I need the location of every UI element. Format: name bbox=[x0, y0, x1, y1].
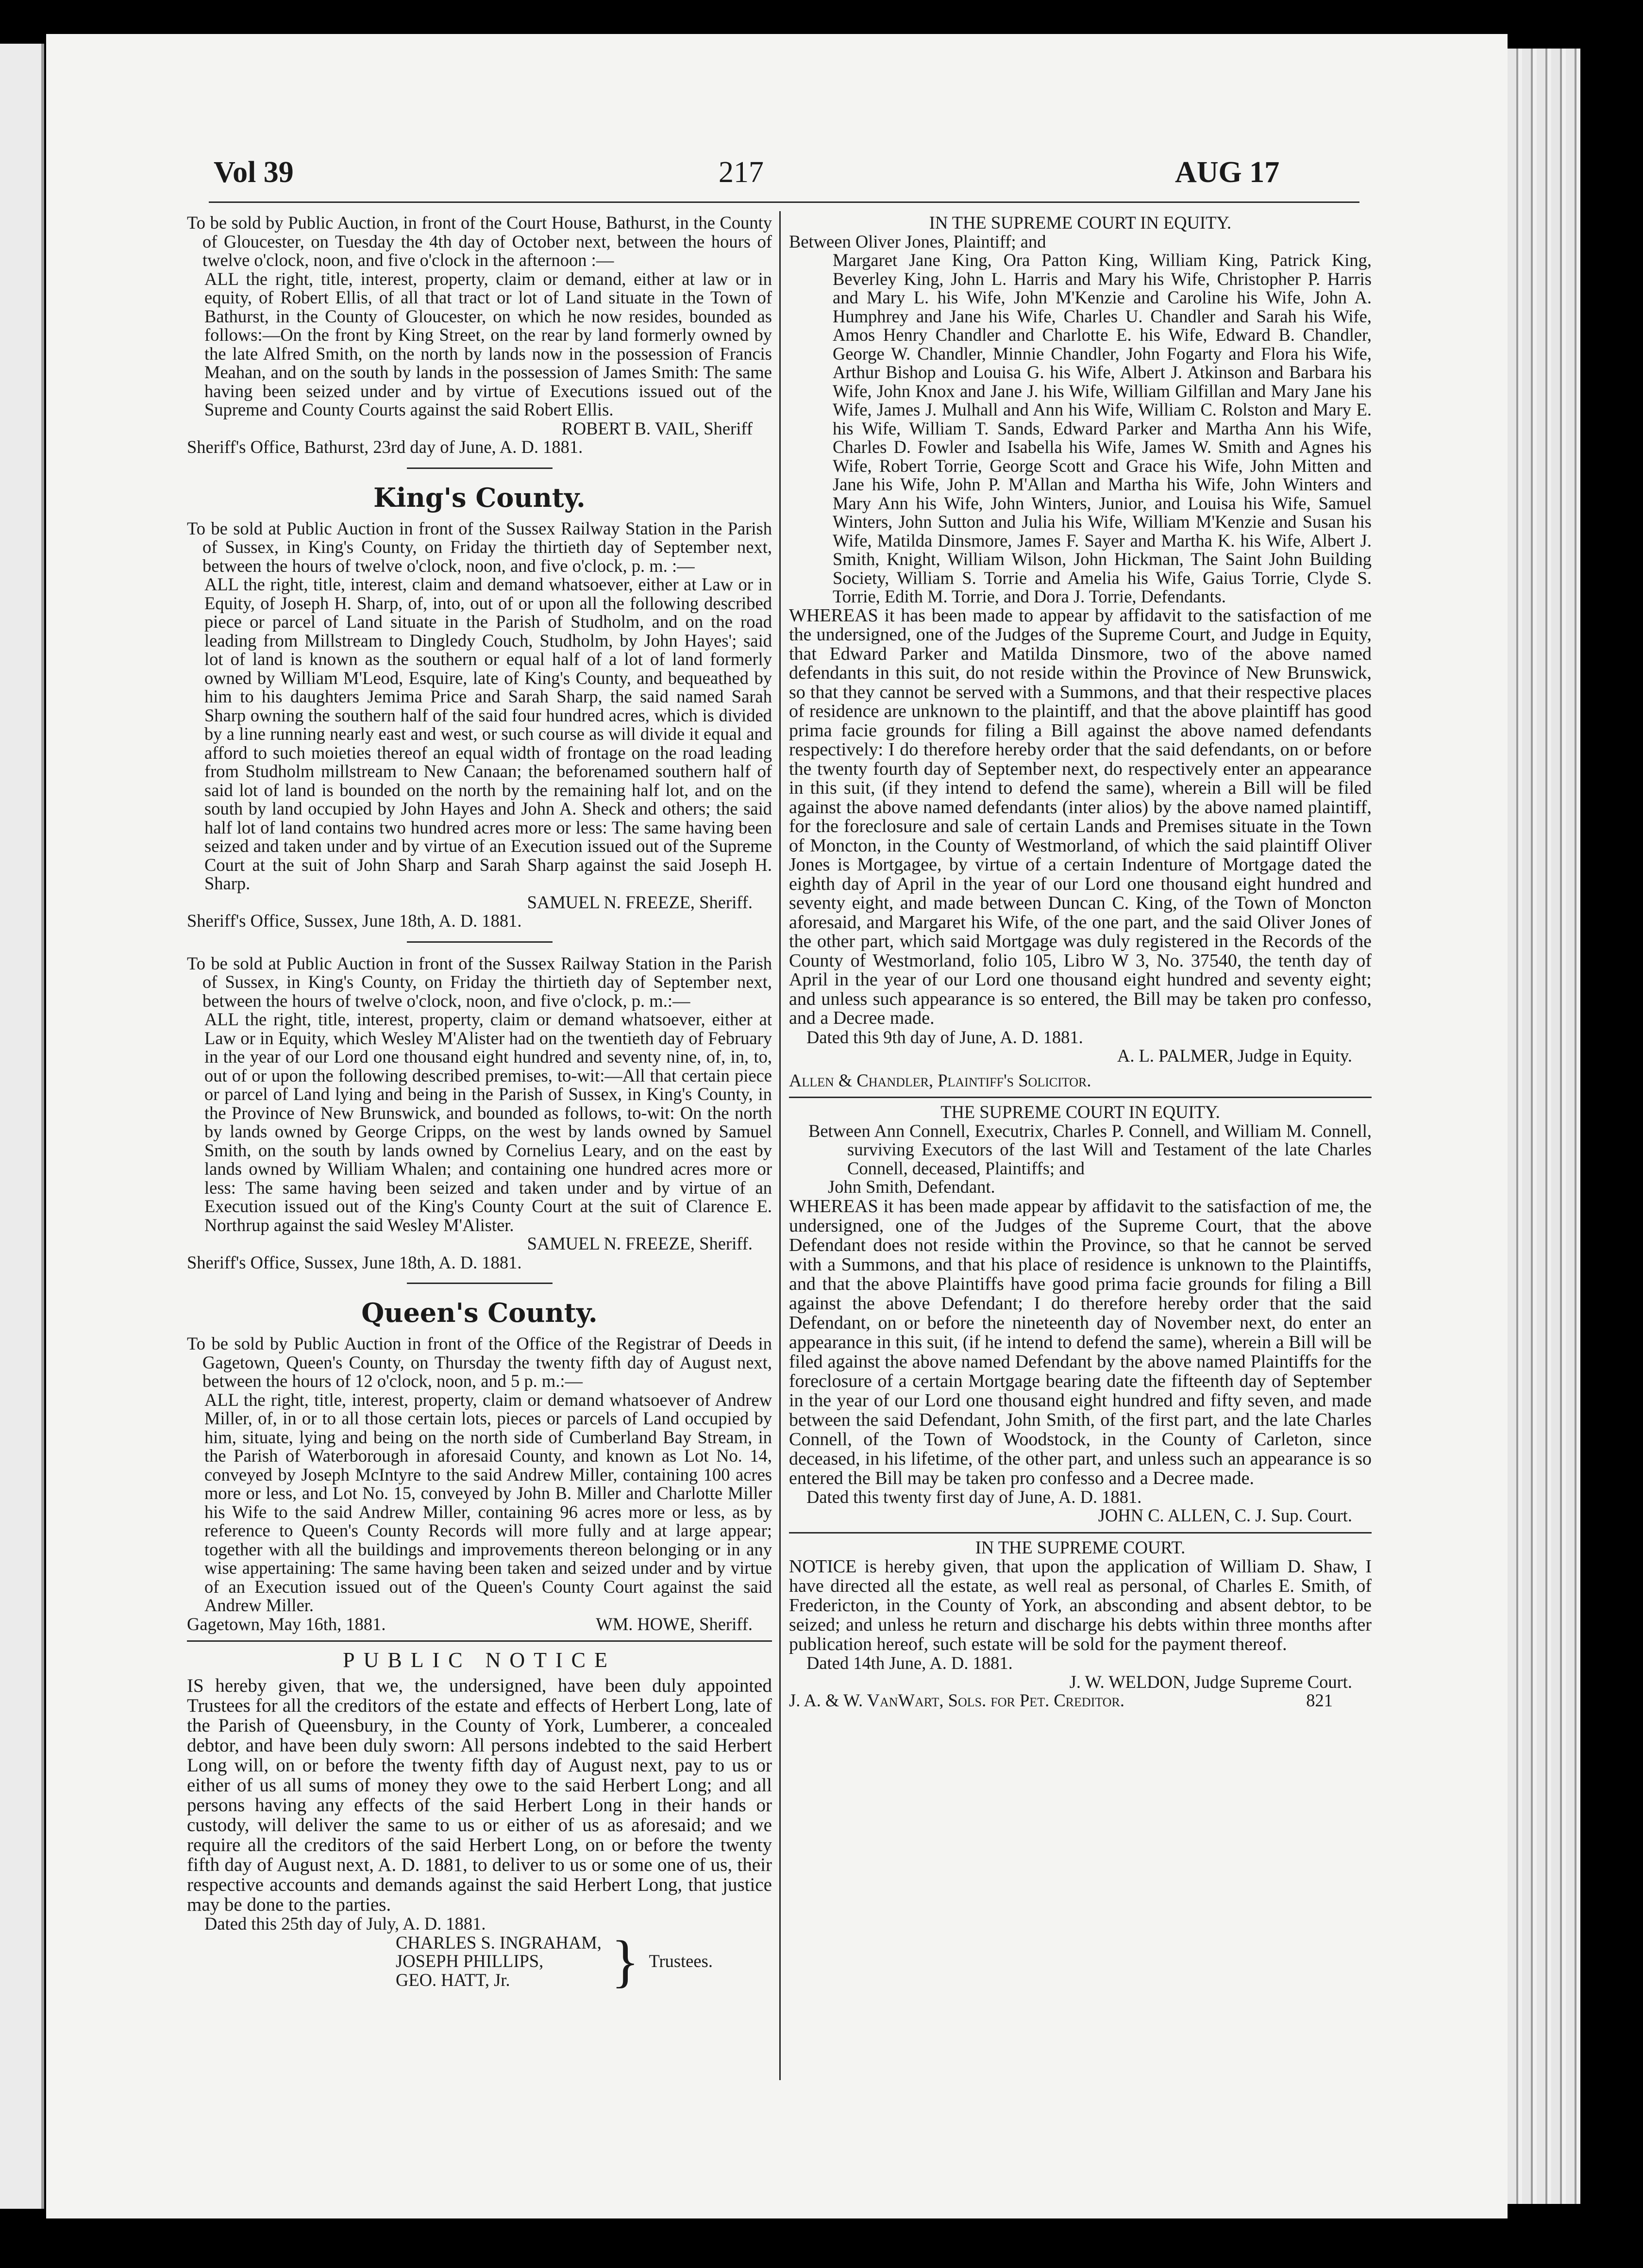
kings-county-heading: King's County. bbox=[373, 482, 586, 513]
rule bbox=[789, 1097, 1372, 1098]
kings2-terms: To be sold at Public Auction in front of the Sussex Railway Station in the Parish of Sussex, in King's County, on Friday the thirtieth day of September next, between the hours of twelve o'clock, noon, and five o'clock, p. m.:— bbox=[187, 953, 772, 1011]
gloucester-dateline: Sheriff's Office, Bathurst, 23rd day of June, A. D. 1881. bbox=[187, 437, 583, 457]
equity1-title: IN THE SUPREME COURT IN EQUITY. bbox=[929, 213, 1232, 233]
header-rule bbox=[209, 201, 1359, 203]
public-notice-title: PUBLIC NOTICE bbox=[343, 1648, 616, 1672]
queens-county-heading: Queen's County. bbox=[361, 1297, 598, 1328]
equity1-between: Between Oliver Jones, Plaintiff; and bbox=[789, 231, 1046, 251]
kings2-sheriff: SAMUEL N. FREEZE, Sheriff. bbox=[527, 1234, 753, 1253]
kings2-dateline: Sheriff's Office, Sussex, June 18th, A. D. 1881. bbox=[187, 1252, 522, 1272]
kings1-dateline: Sheriff's Office, Sussex, June 18th, A. D. 1881. bbox=[187, 911, 522, 931]
gazette-page bbox=[46, 34, 1508, 2218]
page-stack-edges bbox=[1508, 49, 1580, 2204]
trustees-label: Trustees. bbox=[649, 1951, 713, 1971]
equity2-title: THE SUPREME COURT IN EQUITY. bbox=[940, 1102, 1220, 1122]
rule bbox=[187, 1640, 772, 1642]
kings1-sheriff: SAMUEL N. FREEZE, Sheriff. bbox=[527, 892, 753, 912]
left-column bbox=[187, 213, 772, 1994]
court3-ref-number: 821 bbox=[1306, 1690, 1333, 1710]
equity2-signature: JOHN C. ALLEN, C. J. Sup. Court. bbox=[1098, 1505, 1352, 1525]
kings1-body: ALL the right, title, interest, claim and demand whatsoever, either at Law or in Equity, of Joseph H. Sharp, of, into, out of or upon all the following described piece or parcel of Land situate in the Parish of Studholm, and on the road leading from Millstream to Dingledy Couch, Studholm, by John Hayes'; said lot of land is known as the southern or equal half of a lot of land formerly owned by William M'Leod, Esquire, late of King's County, and bequeathed by him to his daughters Jemima Price and Sarah Sharp, the said named Sarah Sharp owning the southern half of the said four hundred acres, which is divided by a line running nearly east and west, or such course as will divide it equal and afford to such moieties thereof an equal width of frontage on the road leading from Studholm millstream to New Canaan; the beforenamed southern half of said lot of land is bounded on the north by the remaining half lot, and on the south by land occupied by John Hayes and John A. Sheck and others; the said half lot of land contains two hundred acres more or less: The same having been seized and taken under and by virtue of an Execution issued out of the Supreme Court at the suit of John Sharp and Sarah Sharp against the said Joseph H. Sharp. bbox=[204, 574, 772, 893]
equity2-dated: Dated this twenty first day of June, A. D. 1881. bbox=[806, 1486, 1142, 1507]
queens-body: ALL the right, title, interest, property, claim or demand whatsoever of Andrew Miller, of, in or to all those certain lots, pieces or parcels of Land occupied by him, situate, lying and being on the north side of Cumberland Bay Stream, in the Parish of Waterborough in aforesaid County, and known as Lot No. 14, conveyed by Joseph McIntyre to the said Andrew Miller, containing 100 acres more or less, and Lot No. 15, conveyed by John B. Miller and Charlotte Miller his Wife to the said Andrew Miller, containing 96 acres more or less, as by reference to Queen's County Records will more fully and at large appear; together with all the buildings and improvements thereon belonging or in any wise appertaining: The same having been taken and seized under and by virtue of an Execution issued out of the Queen's County Court against the said Andrew Miller. bbox=[204, 1389, 772, 1615]
gloucester-sheriff: ROBERT B. VAIL, Sheriff bbox=[561, 418, 753, 438]
public-notice-dated: Dated this 25th day of July, A. D. 1881. bbox=[204, 1914, 486, 1934]
rule bbox=[407, 467, 553, 469]
queens-terms: To be sold by Public Auction in front of the Office of the Registrar of Deeds in Gagetown, Queen's County, on Thursday the twenty fifth day of August next, between the hours of 12 o'clock, noon, and 5 p. m.:— bbox=[187, 1334, 772, 1391]
equity2-between: Between Ann Connell, Executrix, Charles P. Connell, and William M. Connell, surviving Executors of the last Will and Testament of the late Charles Connell, deceased, Plaintiffs; and bbox=[808, 1120, 1372, 1178]
public-notice-body: IS hereby given, that we, the undersigned, have been duly appointed Trustees for all the creditors of the estate and effects of Herbert Long, late of the Parish of Queensbury, in the County of York, Lumberer, a concealed debtor, and have been duly sworn: All persons indebted to the said Herbert Long will, on or before the twenty fifth day of August next, pay to us or either of us all sums of money they owe to the said Herbert Long; and all persons having any effects of the said Herbert Long in their hands or custody, will deliver the same to us or either of us as aforesaid; and we require all the creditors of the said Herbert Long, on or before the twenty fifth day of August next, A. D. 1881, to deliver to us or some one of us, their respective accounts and demands against the said Herbert Long, that justice may be done to the parties. bbox=[187, 1675, 772, 1915]
court3-dated: Dated 14th June, A. D. 1881. bbox=[806, 1653, 1013, 1673]
equity1-solicitor: Allen & Chandler, Plaintiff's Solicitor. bbox=[789, 1070, 1091, 1090]
column-divider bbox=[779, 211, 781, 2080]
queens-sheriff: WM. HOWE, Sheriff. bbox=[596, 1614, 753, 1634]
equity1-dated: Dated this 9th day of June, A. D. 1881. bbox=[806, 1027, 1083, 1047]
kings2-body: ALL the right, title, interest, property, claim or demand whatsoever, either at Law or in Equity, which Wesley M'Alister had on the twentieth day of February in the year of our Lord one thousand eight hundred and seventy nine, of, in, to, out of or upon the following described premises, to-wit:—All that certain piece or parcel of Land lying and being in the Parish of Sussex, in King's County, in the Province of New Brunswick, and bounded as follows, to-wit: On the north by lands owned by George Cripps, on the west by lands owned by Samuel Smith, on the south by lands owned by Cornelius Leary, and on the east by lands owned by William Whalen; and containing one hundred acres more or less: The same having been seized and taken under and by virtue of an Execution issued out of the King's County Court at the suit of Clarence E. Northrup against the said Wesley M'Alister. bbox=[204, 1009, 772, 1235]
gloucester-terms: To be sold by Public Auction, in front of the Court House, Bathurst, in the County of Gloucester, on Tuesday the 4th day of October next, between the hours of twelve o'clock, noon, and five o'clock in the afternoon :— bbox=[187, 213, 772, 270]
issue-date: AUG 17 bbox=[1175, 156, 1280, 189]
trustee-signatures bbox=[187, 1929, 772, 1994]
court3-solicitors: J. A. & W. VanWart, Sols. for Pet. Creditor. bbox=[789, 1690, 1124, 1710]
equity1-defendants: Margaret Jane King, Ora Patton King, William King, Patrick King, Beverley King, John L. Harris and Mary his Wife, Christopher P. Harris and Mary L. his Wife, John M'Kenzie and Caroline his Wife, John A. Humphrey and Jane his Wife, Charles U. Chandler and Sarah his Wife, Amos Henry Chandler and Charlotte E. his Wife, Edward B. Chandler, George W. Chandler, Minnie Chandler, John Fogarty and Flora his Wife, Arthur Bishop and Louisa G. his Wife, Albert J. Atkinson and Barbara his Wife, John Knox and Jane J. his Wife, William Gilfillan and Mary Jane his Wife, James J. Mulhall and Ann his Wife, William C. Rolston and Mary E. his Wife, William T. Sands, Edward Parker and Martha Ann his Wife, Charles D. Fowler and Isabella his Wife, James W. Smith and Agnes his Wife, Robert Torrie, George Scott and Grace his Wife, John Mitten and Jane his Wife, John P. M'Allan and Martha his Wife, John Winters and Mary Ann his Wife, John Winters, Junior, and Louisa his Wife, Samuel Winters, John Sutton and Julia his Wife, William M'Kenzie and Susan his Wife, Matilda Dinsmore, James F. Sayer and Martha K. his Wife, Albert J. Smith, Knight, William Wilson, John Hickman, The Saint John Building Society, William S. Torrie and Amelia his Wife, Gaius Torrie, Clyde S. Torrie, Edith M. Torrie, and Dora J. Torrie, Defendants. bbox=[833, 250, 1372, 606]
rule bbox=[789, 1532, 1372, 1534]
kings1-terms: To be sold at Public Auction in front of the Sussex Railway Station in the Parish of Sussex, in King's County, on Friday the thirtieth day of September next, between the hours of twelve o'clock, noon, and five o'clock, p. m. :— bbox=[187, 518, 772, 576]
court3-signature: J. W. WELDON, Judge Supreme Court. bbox=[1069, 1671, 1352, 1692]
court3-body: NOTICE is hereby given, that upon the application of William D. Shaw, I have directed all the estate, as well real as personal, of Charles E. Smith, of Fredericton, in the County of York, an absconding and absent debtor, to be seized; and unless he return and discharge his debts within three months after publication hereof, such estate will be sold for the payment thereof. bbox=[789, 1556, 1372, 1654]
rule bbox=[407, 941, 553, 943]
equity1-signature: A. L. PALMER, Judge in Equity. bbox=[1117, 1046, 1352, 1066]
rule bbox=[407, 1283, 553, 1284]
equity2-defendant: John Smith, Defendant. bbox=[828, 1177, 995, 1197]
trustee-name: GEO. HATT, Jr. bbox=[396, 1969, 510, 1990]
equity1-body: WHEREAS it has been made to appear by affidavit to the satisfaction of me the undersigned, one of the Judges of the Supreme Court, and Judge in Equity, that Edward Parker and Matilda Dinsmore, two of the above named defendants in this suit, do not reside within the Province of New Brunswick, so that they cannot be served with a Summons, and that their respective places of residence are unknown to the plaintiff, and that the above plaintiff has good prima facie grounds for filing a Bill against the above named defendants respectively: I do therefore hereby order that the said defendants, on or before the twenty fourth day of September next, do respectively enter an appearance in this suit, (if they intend to defend the same), wherein a Bill will be filed against the above named defendants (inter alios) by the above named plaintiff, for the foreclosure and sale of certain Lands and Premises situate in the Town of Moncton, in the County of Westmorland, of which the said plaintiff Oliver Jones is Mortgagee, by virtue of a certain Indenture of Mortgage dated the eighth day of April in the year of our Lord one thousand eight hundred and seventy eight, and made between Duncan C. King, of the Town of Moncton aforesaid, and Margaret his Wife, of the one part, and the said Oliver Jones of the other part, which said Mortgage was duly registered in the Records of the County of Westmorland, folio 105, Libro W 3, No. 37540, the tenth day of April in the year of our Lord one thousand eight hundred and seventy eight; and unless such appearance is so entered, the Bill may be taken pro confesso, and a Decree made. bbox=[789, 605, 1372, 1028]
facing-page-edge bbox=[0, 44, 44, 2209]
queens-dateline: Gagetown, May 16th, 1881. bbox=[187, 1614, 386, 1634]
page-number: 217 bbox=[719, 156, 764, 189]
court3-title: IN THE SUPREME COURT. bbox=[975, 1537, 1186, 1557]
equity2-body: WHEREAS it has been made appear by affidavit to the satisfaction of me, the undersigned, one of the Judges of the Supreme Court, that the above Defendant does not reside within the Province, so that he cannot be served with a Summons, and that his place of residence is unknown to the Plaintiffs, and that the above Plaintiffs have good prima facie grounds for filing a Bill against the above Defendant; I do therefore hereby order that the said Defendant, on or before the nineteenth day of November next, do enter an appearance in this suit, (if he intend to defend the same), wherein a Bill will be filed against the above named Defendant by the above named Plaintiffs for the foreclosure of a certain Mortgage bearing date the fifteenth day of September in the year of our Lord one thousand eight hundred and fifty seven, and made between the said Defendant, John Smith, of the first part, and the late Charles Connell, of the Town of Woodstock, in the County of Carleton, since deceased, in his lifetime, of the other part, and unless such an appearance is so entered the Bill may be taken pro confesso and a Decree made. bbox=[789, 1196, 1372, 1488]
trustee-name: CHARLES S. INGRAHAM, bbox=[396, 1932, 602, 1952]
volume-label: Vol 39 bbox=[214, 156, 294, 189]
trustee-name: JOSEPH PHILLIPS, bbox=[396, 1951, 544, 1971]
right-column bbox=[789, 214, 1372, 1710]
brace: } bbox=[611, 1929, 639, 1994]
gloucester-body: ALL the right, title, interest, property, claim or demand, either at law or in equity, of Robert Ellis, of all that tract or lot of Land situate in the Town of Bathurst, in the County of Gloucester, on which he now resides, bounded as follows:—On the front by King Street, on the rear by land formerly owned by the late Alfred Smith, on the north by lands now in the possession of Francis Meahan, and on the south by lands in the possession of James Smith: The same having been seized under and by virtue of Executions issued out of the Supreme and County Courts against the said Robert Ellis. bbox=[204, 268, 772, 419]
